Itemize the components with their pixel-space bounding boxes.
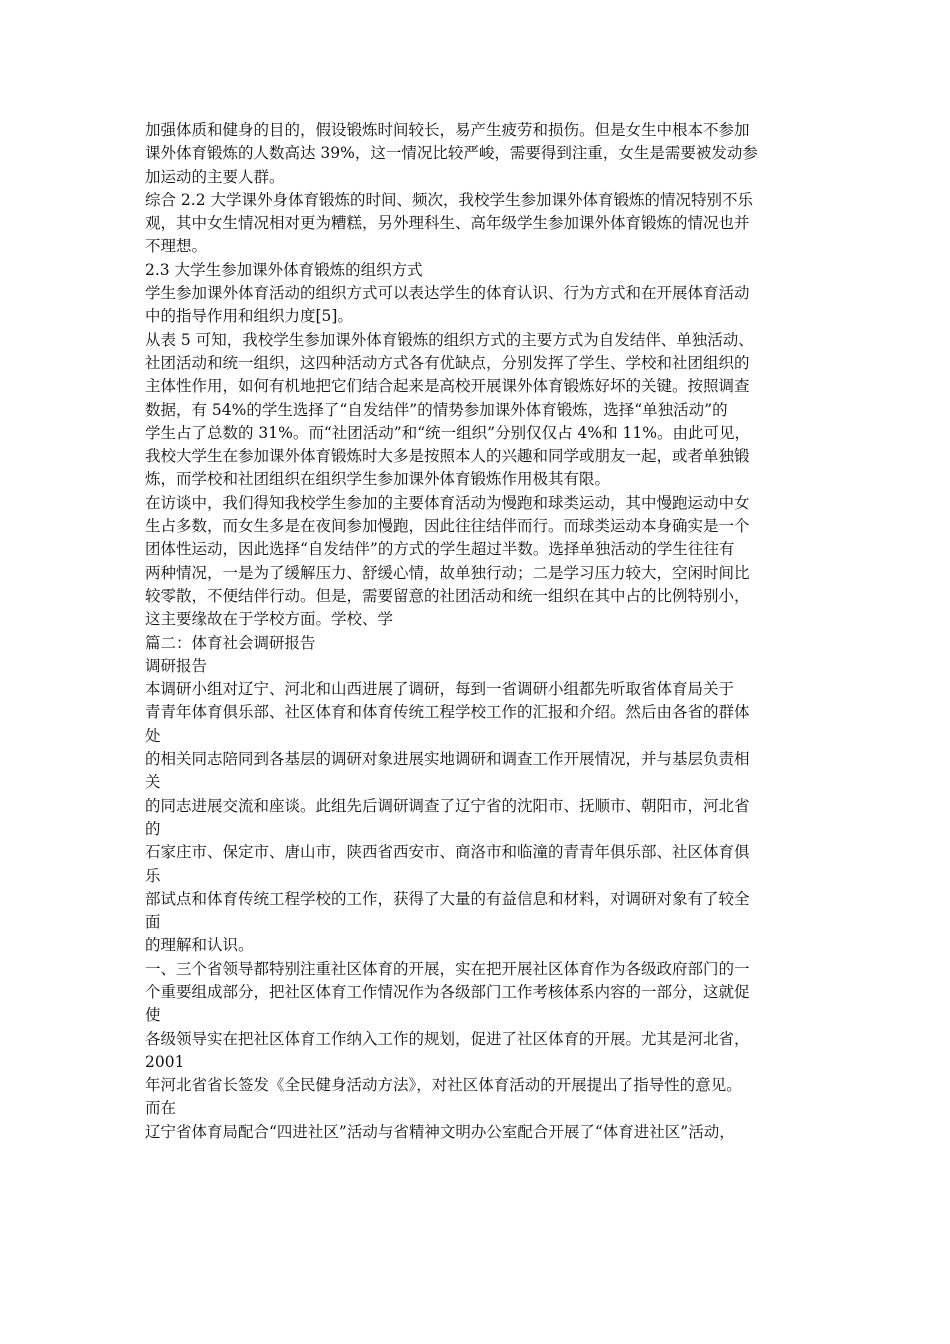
text-line: 从表 5 可知，我校学生参加课外体育锻炼的组织方式的主要方式为自发结伴、单独活动、 xyxy=(145,330,754,349)
text-line: 学生占了总数的 31%。而“社团活动”和“统一组织”分别仅仅占 4%和 11%。由此可见， xyxy=(145,423,750,442)
text-line: 乐 xyxy=(145,866,161,885)
text-line: 生占多数，而女生多是在夜间参加慢跑，因此往往结伴而行。而球类运动本身确实是一个 xyxy=(145,517,750,536)
text-line: 主体性作用，如何有机地把它们结合起来是高校开展课外体育锻炼好坏的关键。按照调查 xyxy=(145,377,750,396)
text-line: 不理想。 xyxy=(145,237,208,256)
text-line: 石家庄市、保定市、唐山市，陕西省西安市、商洛市和临潼的青青年俱乐部、社区体育俱 xyxy=(145,843,750,862)
text-line: 关 xyxy=(145,773,161,792)
text-line: 课外体育锻炼的人数高达 39%，这一情况比较严峻，需要得到注重，女生是需要被发动参 xyxy=(145,144,758,163)
text-line: 较零散，不便结伴行动。但是，需要留意的社团活动和统一组织在其中占的比例特别小， xyxy=(145,586,750,605)
text-line: 数据，有 54%的学生选择了“自发结伴”的情势参加课外体育锻炼，选择“单独活动”的 xyxy=(145,400,728,419)
text-line: 在访谈中，我们得知我校学生参加的主要体育活动为慢跑和球类运动，其中慢跑运动中女 xyxy=(145,493,750,512)
text-line: 处 xyxy=(145,726,161,745)
text-line: 综合 2.2 大学课外身体育锻炼的时间、频次，我校学生参加课外体育锻炼的情况特别不乐 xyxy=(145,190,754,209)
text-line: 加强体质和健身的目的，假设锻炼时间较长，易产生疲劳和损伤。但是女生中根本不参加 xyxy=(145,121,750,139)
text-line: 炼，而学校和社团组织在组织学生参加课外体育锻炼作用极其有限。 xyxy=(145,470,611,489)
text-line: 一、三个省领导都特别注重社区体育的开展，实在把开展社区体育作为各级政府部门的一 xyxy=(145,959,750,978)
text-line: 各级领导实在把社区体育工作纳入工作的规划，促进了社区体育的开展。尤其是河北省， xyxy=(145,1029,750,1048)
text-line: 的相关同志陪同到各基层的调研对象进展实地调研和调查工作开展情况，并与基层负责相 xyxy=(145,750,750,769)
text-line: 的理解和认识。 xyxy=(145,936,254,955)
text-line: 年河北省省长签发《全民健身活动方法》，对社区体育活动的开展提出了指导性的意见。 xyxy=(145,1076,742,1095)
text-line: 2001 xyxy=(145,1052,185,1071)
report-title: 调研报告 xyxy=(145,656,208,675)
text-line: 加运动的主要人群。 xyxy=(145,167,285,186)
text-line: 使 xyxy=(145,1006,161,1025)
text-line: 的同志进展交流和座谈。此组先后调研调查了辽宁省的沈阳市、抚顺市、朝阳市，河北省 xyxy=(145,796,750,815)
text-line: 学生参加课外体育活动的组织方式可以表达学生的体育认识、行为方式和在开展体育活动 xyxy=(145,284,750,303)
text-line: 观，其中女生情况相对更为糟糕，另外理科生、高年级学生参加课外体育锻炼的情况也并 xyxy=(145,214,750,233)
text-line: 部试点和体育传统工程学校的工作，获得了大量的有益信息和材料，对调研对象有了较全 xyxy=(145,889,750,908)
document-body xyxy=(145,119,813,1144)
section-heading: 2.3 大学生参加课外体育锻炼的组织方式 xyxy=(145,260,423,279)
text-line: 面 xyxy=(145,913,161,932)
text-line: 本调研小组对辽宁、河北和山西进展了调研，每到一省调研小组都先听取省体育局关于 xyxy=(145,680,735,699)
text-line: 个重要组成部分，把社区体育工作情况作为各级部门工作考核体系内容的一部分，这就促 xyxy=(145,982,750,1001)
text-line: 社团活动和统一组织，这四种活动方式各有优缺点，分别发挥了学生、学校和社团组织的 xyxy=(145,353,750,372)
text-line: 中的指导作用和组织力度[5]。 xyxy=(145,307,353,326)
section-heading: 篇二：体育社会调研报告 xyxy=(145,633,316,652)
text-line: 这主要缘故在于学校方面。学校、学 xyxy=(145,610,394,629)
text-line: 两种情况，一是为了缓解压力、舒缓心情，故单独行动；二是学习压力较大，空闲时间比 xyxy=(145,563,750,582)
text-line: 青青年体育俱乐部、社区体育和体育传统工程学校工作的汇报和介绍。然后由各省的群体 xyxy=(145,703,750,722)
text-line: 团体性运动，因此选择“自发结伴”的方式的学生超过半数。选择单独活动的学生往往有 xyxy=(145,540,735,559)
text-line: 而在 xyxy=(145,1099,177,1118)
text-line: 我校大学生在参加课外体育锻炼时大多是按照本人的兴趣和同学或朋友一起，或者单独锻 xyxy=(145,447,750,466)
text-line: 的 xyxy=(145,819,161,838)
text-line: 辽宁省体育局配合“四进社区”活动与省精神文明办公室配合开展了“体育进社区”活动， xyxy=(145,1122,735,1141)
